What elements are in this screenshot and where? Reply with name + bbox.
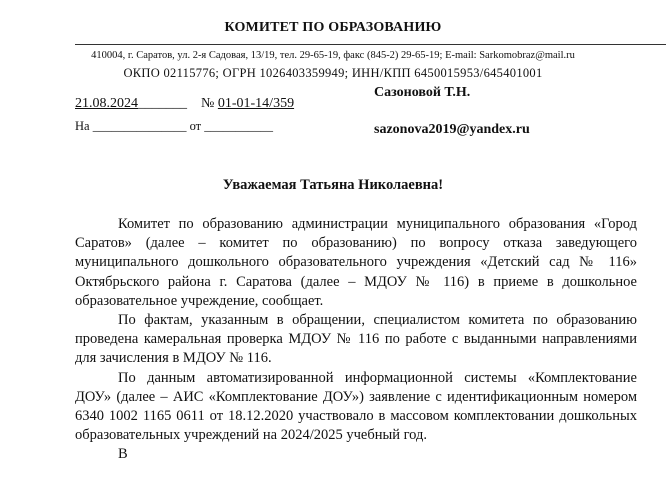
on-blank: _______________ (92, 119, 187, 133)
reply-reference-line (75, 119, 273, 134)
committee-address: 410004, г. Саратов, ул. 2-я Садовая, 13/19, тел. 29-65-19, факс (845-2) 29-65-19; E-mail: Sarkomobraz@mail.ru (91, 50, 575, 61)
paragraph: По фактам, указанным в обращении, специалистом комитета по образованию проведена камеральная проверка МДОУ № 116 по работе с выданными направлениями для зачисления в МДОУ № 116. (75, 312, 637, 367)
registration-line (75, 96, 294, 112)
committee-title: КОМИТЕТ ПО ОБРАЗОВАНИЮ (224, 20, 442, 35)
paragraph-fragment: В (118, 446, 128, 463)
paragraph: По данным автоматизированной информационной системы «Комплектование ДОУ» (далее – АИС «Комплектование ДОУ») заявление с идентификационным номером 6340 1002 1165 0611 от 18.12.2020 участвовало в массовом комплектовании дошкольных образовательных учреждений на 2024/2025 учебный год. (75, 369, 637, 444)
letter-date: 21.08.2024 (75, 96, 138, 111)
on-label: На (75, 119, 90, 133)
paragraph: Комитет по образованию администрации муниципального образования «Город Саратов» (далее – комитет по образованию) по вопросу отказа заведующего муниципального дошкольного образовательного учреждения «Детский сад № 116» Октябрьского района г. Саратова (далее – МДОУ № 116) в приеме в дошкольное образовательное учреждение, сообщает. (75, 216, 637, 309)
number-prefix: № (201, 96, 215, 111)
letter-number: 01-01-14/359 (217, 96, 295, 111)
salutation: Уважаемая Татьяна Николаевна! (222, 177, 444, 193)
date-fill: _______ (138, 96, 187, 111)
committee-codes: ОКПО 02115776; ОГРН 1026403359949; ИНН/КПП 6450015953/645401001 (123, 66, 543, 80)
letter-body (75, 215, 637, 465)
recipient-email: sazonova2019@yandex.ru (374, 122, 530, 137)
from-label: от (189, 119, 202, 133)
header-divider (75, 44, 666, 45)
recipient-name: Сазоновой Т.Н. (374, 85, 471, 100)
from-blank: ___________ (204, 119, 274, 133)
